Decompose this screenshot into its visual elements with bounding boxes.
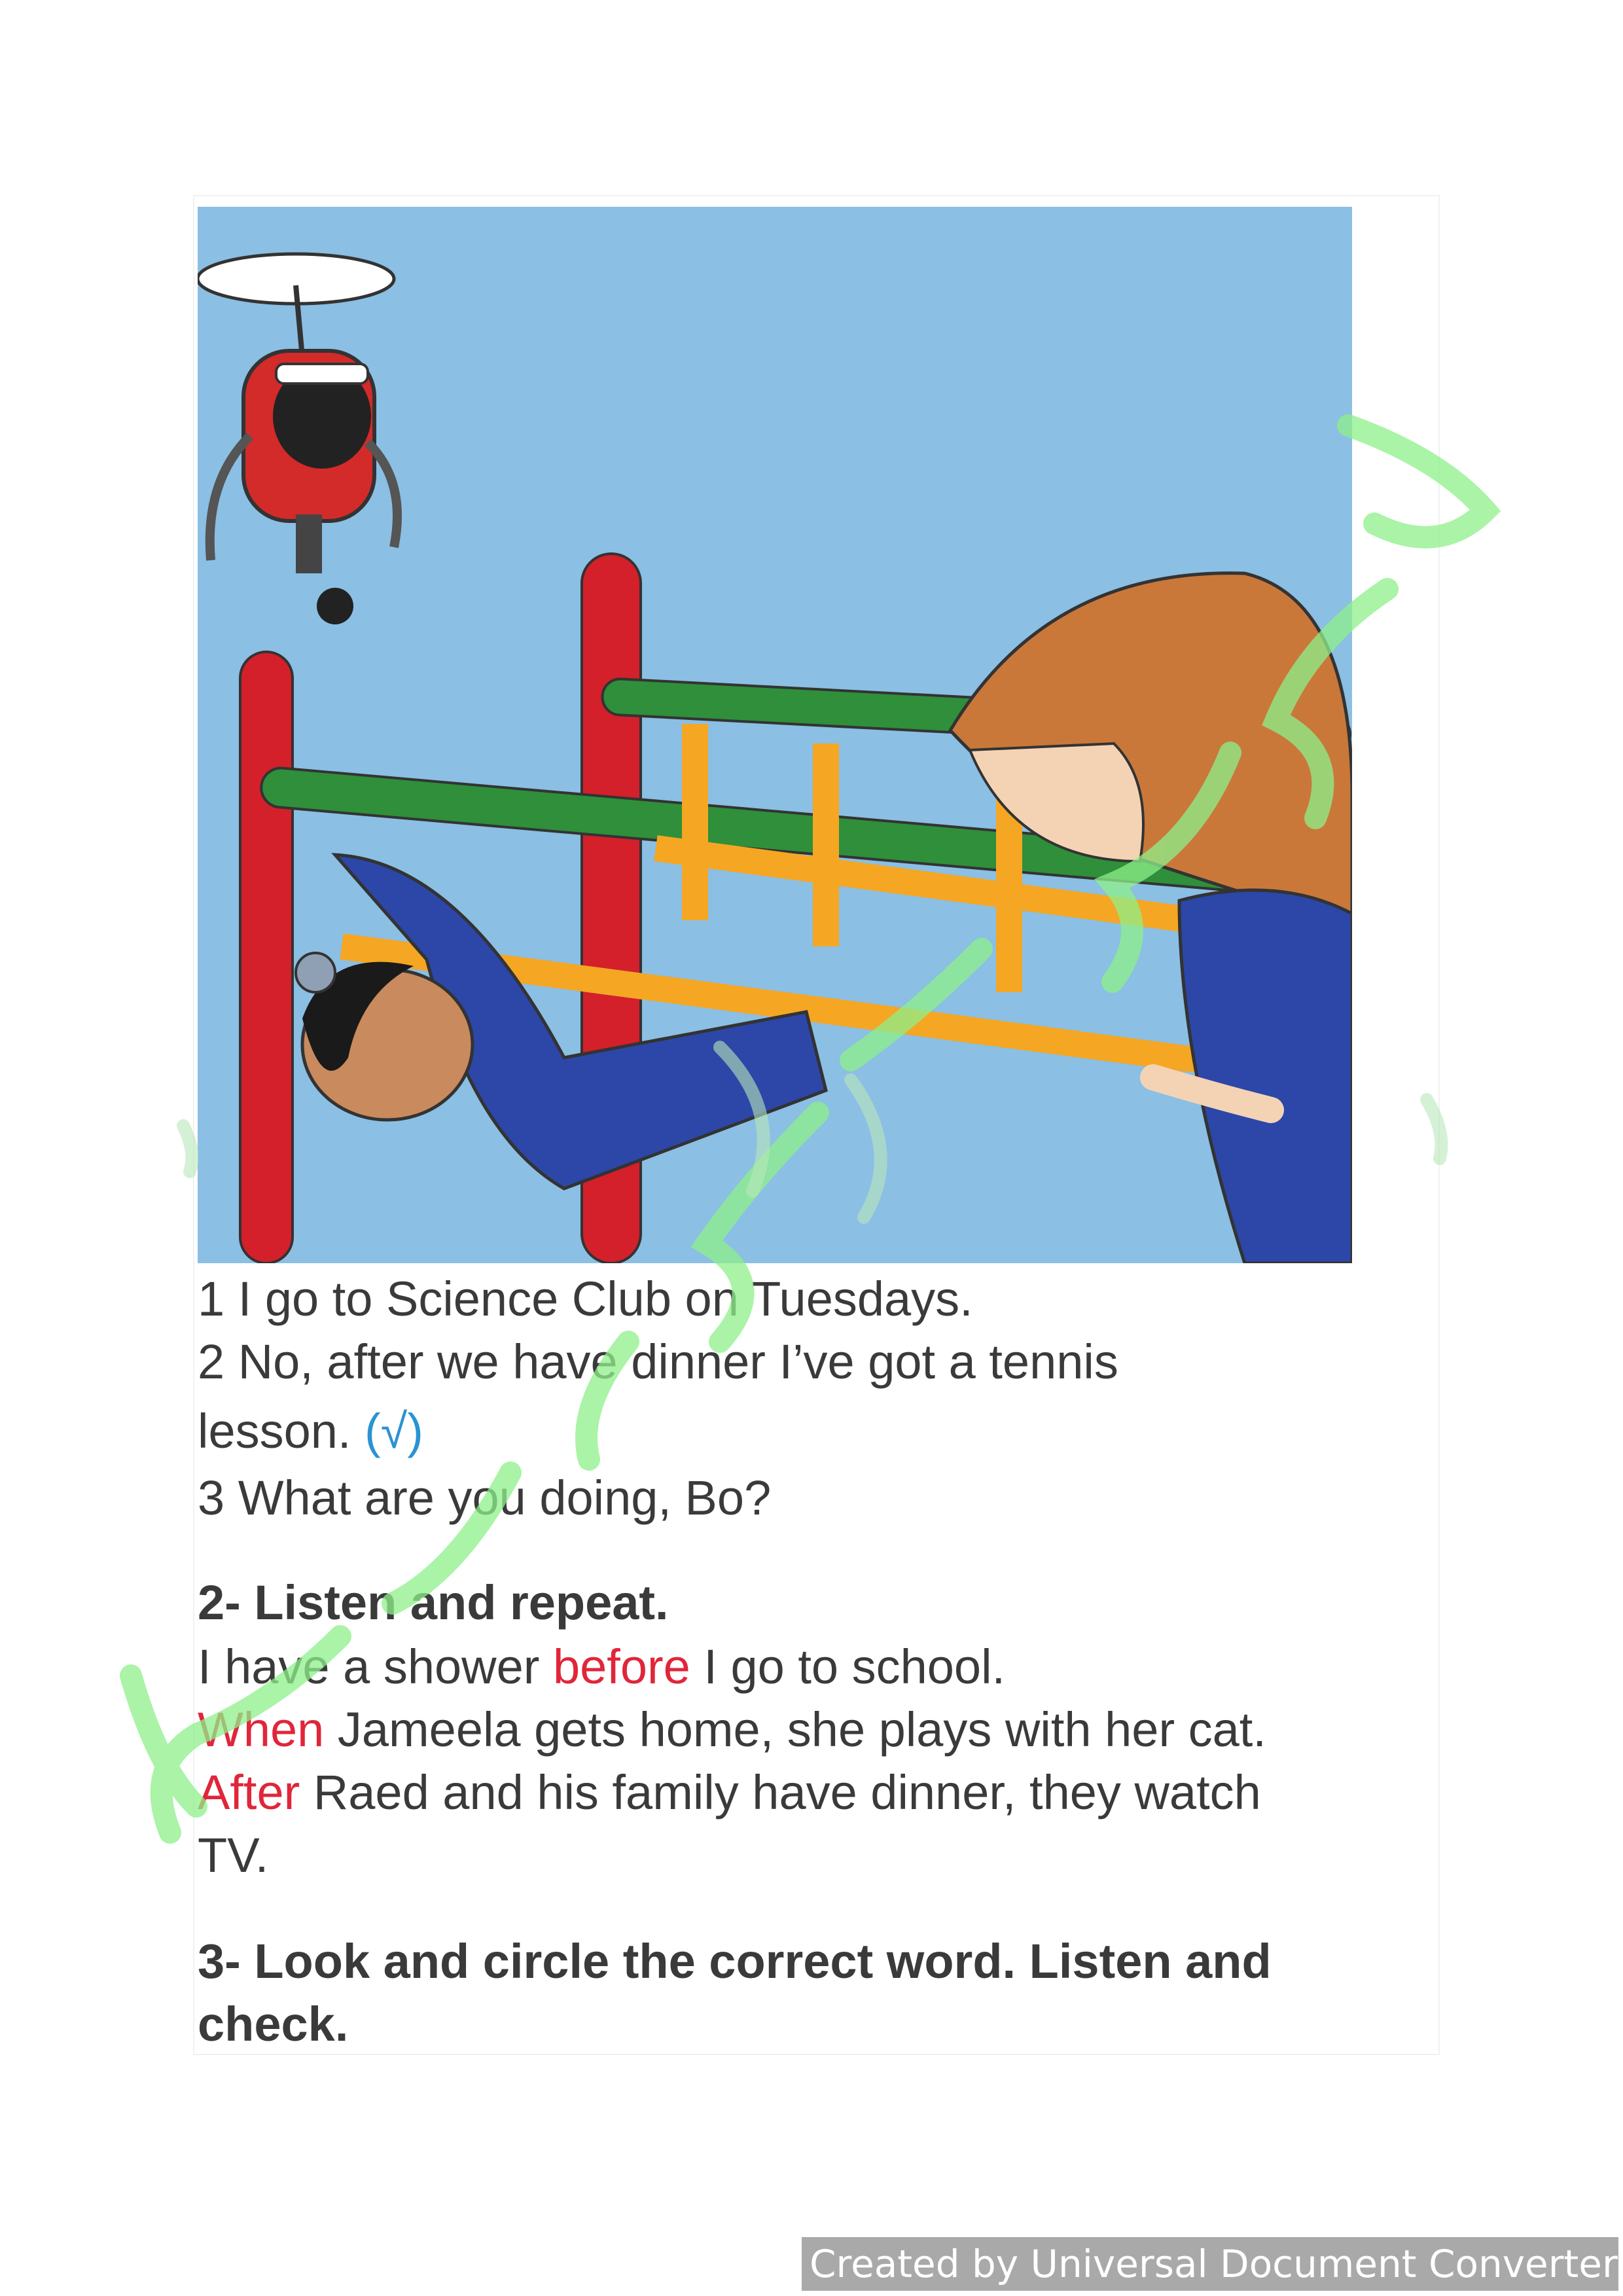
highlight-word-after: After [198,1765,300,1820]
section-3-heading-line-1 [198,1932,1272,1991]
dialogue-line-4-text: 3 What are you doing, Bo? [198,1471,772,1525]
sentence-3-post: Raed and his family have dinner, they watch [300,1765,1261,1820]
highlight-word-when: When [198,1702,325,1757]
repeat-sentence-1 [198,1638,1005,1696]
sentence-2-post: Jameela gets home, she plays with her cat. [324,1702,1266,1757]
sentence-3-cont: TV. [198,1828,269,1882]
repeat-sentence-3-cont [198,1826,268,1885]
playground-illustration [198,207,1352,1263]
highlight-word-before: before [552,1640,690,1694]
converter-badge [802,2237,1618,2291]
dialogue-line-2-text: 2 No, after we have dinner I’ve got a tennis [198,1335,1118,1389]
section-2-heading [198,1573,669,1632]
dialogue-line-1 [198,1270,973,1329]
section-3-heading-text-1: 3- Look and circle the correct word. Listen and [198,1934,1272,1988]
section-2-heading-text: 2- Listen and repeat. [198,1575,669,1630]
dialogue-line-1-text: 1 I go to Science Club on Tuesdays. [198,1272,973,1326]
repeat-sentence-2 [198,1700,1266,1759]
section-3-heading-text-2: check. [198,1997,349,2051]
sentence-1-post: I go to school. [690,1640,1006,1694]
section-3-heading-line-2 [198,1995,348,2054]
sentence-1-pre: I have a shower [198,1640,553,1694]
repeat-sentence-3 [198,1763,1261,1822]
dialogue-line-2 [198,1333,1118,1391]
converter-badge-text: Created by Universal Document Converter [810,2242,1618,2286]
dialogue-line-3-text: lesson. [198,1404,365,1458]
check-mark: (√) [365,1404,423,1458]
dialogue-line-4 [198,1469,771,1528]
dialogue-line-3 [198,1402,423,1461]
